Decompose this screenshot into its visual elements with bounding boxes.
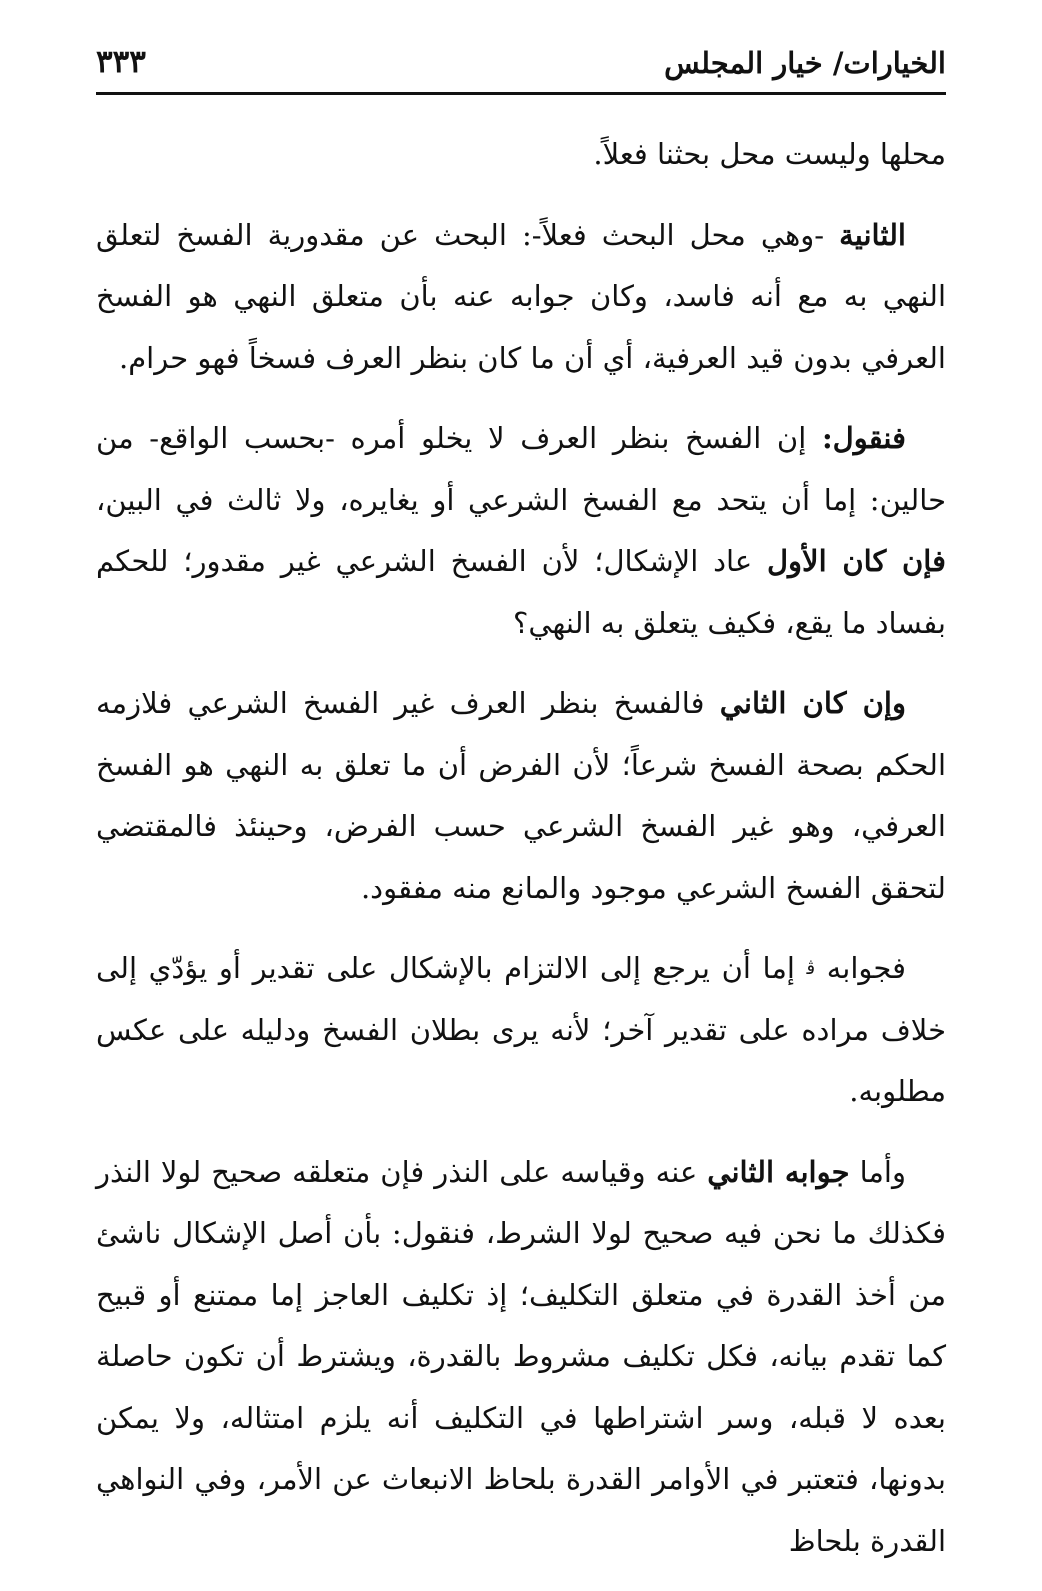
paragraph-lead-bold: وإن كان الثاني [719,686,906,720]
paragraph-text: فالفسخ بنظر العرف غير الفسخ الشرعي فلازمه الحكم بصحة الفسخ شرعاً؛ لأن الفرض أن ما تعلق به النهي هو الفسخ العرفي، وهو غير الفسخ الشرعي حسب الفرض، وحينئذ فالمقتضي لتحقق الفسخ الشرعي موجود والمانع منه مفقود. [96,686,946,905]
paragraph-1 [96,124,946,186]
paragraph-text: إما أن يرجع إلى الالتزام بالإشكال على تقدير أو يؤدّي إلى خلاف مراده على تقدير آخر؛ لأنه يرى بطلان الفسخ ودليله على عكس مطلوبه. [96,951,946,1108]
paragraph-text: وأما [849,1154,906,1189]
paragraph-text: محلها وليست محل بحثنا فعلاً. [593,137,946,171]
paragraph-text: عاد الإشكال؛ لأن الفسخ الشرعي غير مقدور؛ للحكم بفساد ما يقع، فكيف يتعلق به النهي؟ [96,544,946,640]
paragraph-6 [96,1142,946,1573]
paragraph-lead-bold: الثانية [839,217,906,252]
paragraph-text: إن الفسخ بنظر العرف لا يخلو أمره -بحسب الواقع- من حالين: إما أن يتحد مع الفسخ الشرعي أو يغايره، ولا ثالث في البين، [96,421,946,517]
header-rule [96,92,946,95]
paragraph-3 [96,408,946,654]
paragraph-text: فجوابه [815,951,906,985]
running-title: الخيارات/ خيار المجلس [664,46,946,80]
honorific-glyph: ﭬ [806,958,816,979]
page-number: ٣٣٣ [96,44,146,80]
paragraph-mid-bold: جوابه الثاني [707,1154,850,1189]
paragraph-5 [96,938,946,1123]
paragraph-text: عنه وقياسه على النذر فإن متعلقه صحيح لولا النذر فكذلك ما نحن فيه صحيح لولا الشرط، فنقول: بأن أصل الإشكال ناشئ من أخذ القدرة في متعلق التكليف؛ إذ تكليف العاجز إما ممتنع أو قبيح كما تقدم بيانه، فكل تكليف مشروط بالقدرة، ويشترط أن تكون حاصلة بعده لا قبله، وسر اشتراطها في التكليف أنه يلزم امتثاله، ولا يمكن بدونها، فتعتبر في الأوامر القدرة بلحاظ الانبعاث عن الأمر، وفي النواهي القدرة بلحاظ [96,1154,946,1558]
paragraph-mid-bold: فإن كان الأول [766,544,946,578]
paragraph-4 [96,673,946,919]
paragraph-2 [96,205,946,390]
paragraph-lead-bold: فنقول: [821,421,906,455]
paragraph-text: -وهي محل البحث فعلاً-: البحث عن مقدورية الفسخ لتعلق النهي به مع أنه فاسد، وكان جوابه عنه بأن متعلق النهي هو الفسخ العرفي بدون قيد العرفية، أي أن ما كان بنظر العرف فسخاً فهو حرام. [96,217,946,375]
running-header [96,36,946,92]
body-text [96,124,946,1591]
